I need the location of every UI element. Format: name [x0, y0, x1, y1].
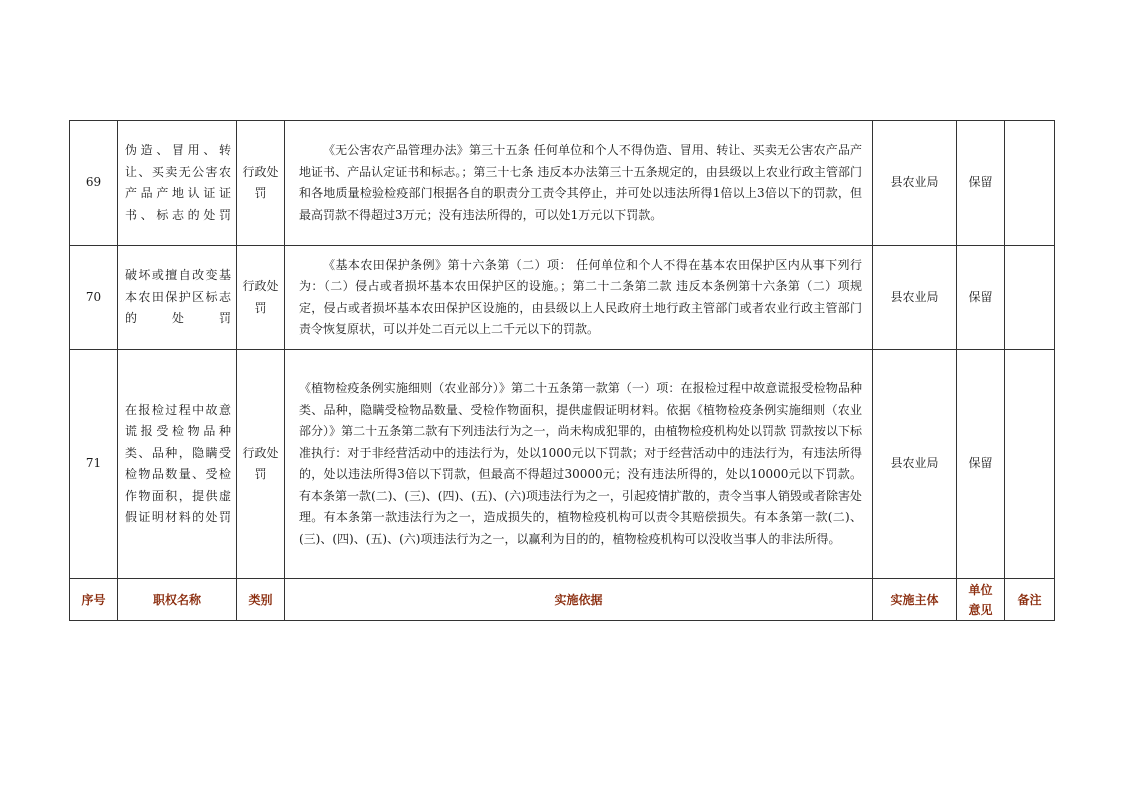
row-power-name: 在报检过程中故意谎报受检物品种类、品种，隐瞒受检物品数量、受检作物面积，提供虚假证明材料的处罚 — [118, 350, 237, 579]
row-seq: 69 — [70, 121, 118, 246]
row-opinion: 保留 — [957, 246, 1005, 350]
row-category: 行政处罚 — [237, 246, 285, 350]
table-header-row — [70, 579, 1055, 621]
row-category: 行政处罚 — [237, 350, 285, 579]
header-seq: 序号 — [70, 579, 118, 621]
row-remark — [1005, 121, 1055, 246]
row-subject: 县农业局 — [873, 121, 957, 246]
row-basis: 《基本农田保护条例》第十六条第（二）项： 任何单位和个人不得在基本农田保护区内从事下列行为：（二）侵占或者损坏基本农田保护区的设施。；第二十二条第二款 违反本条例第十六条第（二）项规定，侵占或者损坏基本农田保护区设施的，由县级以上人民政府土地行政主管部门或者农业行政主管部门责令恢复原状，可以并处二百元以上二千元以下的罚款。 — [285, 246, 873, 350]
row-power-name: 伪造、冒用、转让、买卖无公害农产品产地认证证书、标志的处罚 — [118, 121, 237, 246]
header-subject: 实施主体 — [873, 579, 957, 621]
row-basis: 《无公害农产品管理办法》第三十五条 任何单位和个人不得伪造、冒用、转让、买卖无公害农产品产地证书、产品认定证书和标志。；第三十七条 违反本办法第三十五条规定的，由县级以上农业行政主管部门和各地质量检验检疫部门根据各自的职责分工责令其停止，并可处以违法所得1倍以上3倍以下的罚款，但最高罚款不得超过3万元；没有违法所得的，可以处1万元以下罚款。 — [285, 121, 873, 246]
row-power-name: 破坏或擅自改变基本农田保护区标志的处罚 — [118, 246, 237, 350]
header-basis: 实施依据 — [285, 579, 873, 621]
row-seq: 70 — [70, 246, 118, 350]
header-opinion — [957, 579, 1005, 621]
table-row — [70, 121, 1055, 246]
table-row — [70, 246, 1055, 350]
table-row — [70, 350, 1055, 579]
header-remark: 备注 — [1005, 579, 1055, 621]
row-opinion: 保留 — [957, 121, 1005, 246]
power-list-table — [69, 120, 1055, 621]
row-seq: 71 — [70, 350, 118, 579]
row-category: 行政处罚 — [237, 121, 285, 246]
row-subject: 县农业局 — [873, 246, 957, 350]
row-opinion: 保留 — [957, 350, 1005, 579]
header-opinion-line1: 单位 — [968, 582, 993, 597]
header-category: 类别 — [237, 579, 285, 621]
row-subject: 县农业局 — [873, 350, 957, 579]
header-opinion-line2: 意见 — [968, 602, 993, 617]
row-remark — [1005, 246, 1055, 350]
row-basis: 《植物检疫条例实施细则（农业部分）》第二十五条第一款第（一）项：在报检过程中故意谎报受检物品种类、品种，隐瞒受检物品数量、受检作物面积，提供虚假证明材料。依据《植物检疫条例实施细则（农业部分）》第二十五条第二款有下列违法行为之一，尚未构成犯罪的，由植物检疫机构处以罚款 罚款按以下标准执行：对于非经营活动中的违法行为，处以1000元以下罚款；对于经营活动中的违法行为，有违法所得的，处以违法所得3倍以下罚款，但最高不得超过30000元；没有违法所得的，处以10000元以下罚款。有本条第一款(二)、(三)、(四)、(五)、(六)项违法行为之一，引起疫情扩散的，责令当事人销毁或者除害处理。有本条第一款违法行为之一，造成损失的，植物检疫机构可以责令其赔偿损失。有本条第一款(二)、(三)、(四)、(五)、(六)项违法行为之一，以赢利为目的的，植物检疫机构可以没收当事人的非法所得。 — [285, 350, 873, 579]
header-power-name: 职权名称 — [118, 579, 237, 621]
row-remark — [1005, 350, 1055, 579]
